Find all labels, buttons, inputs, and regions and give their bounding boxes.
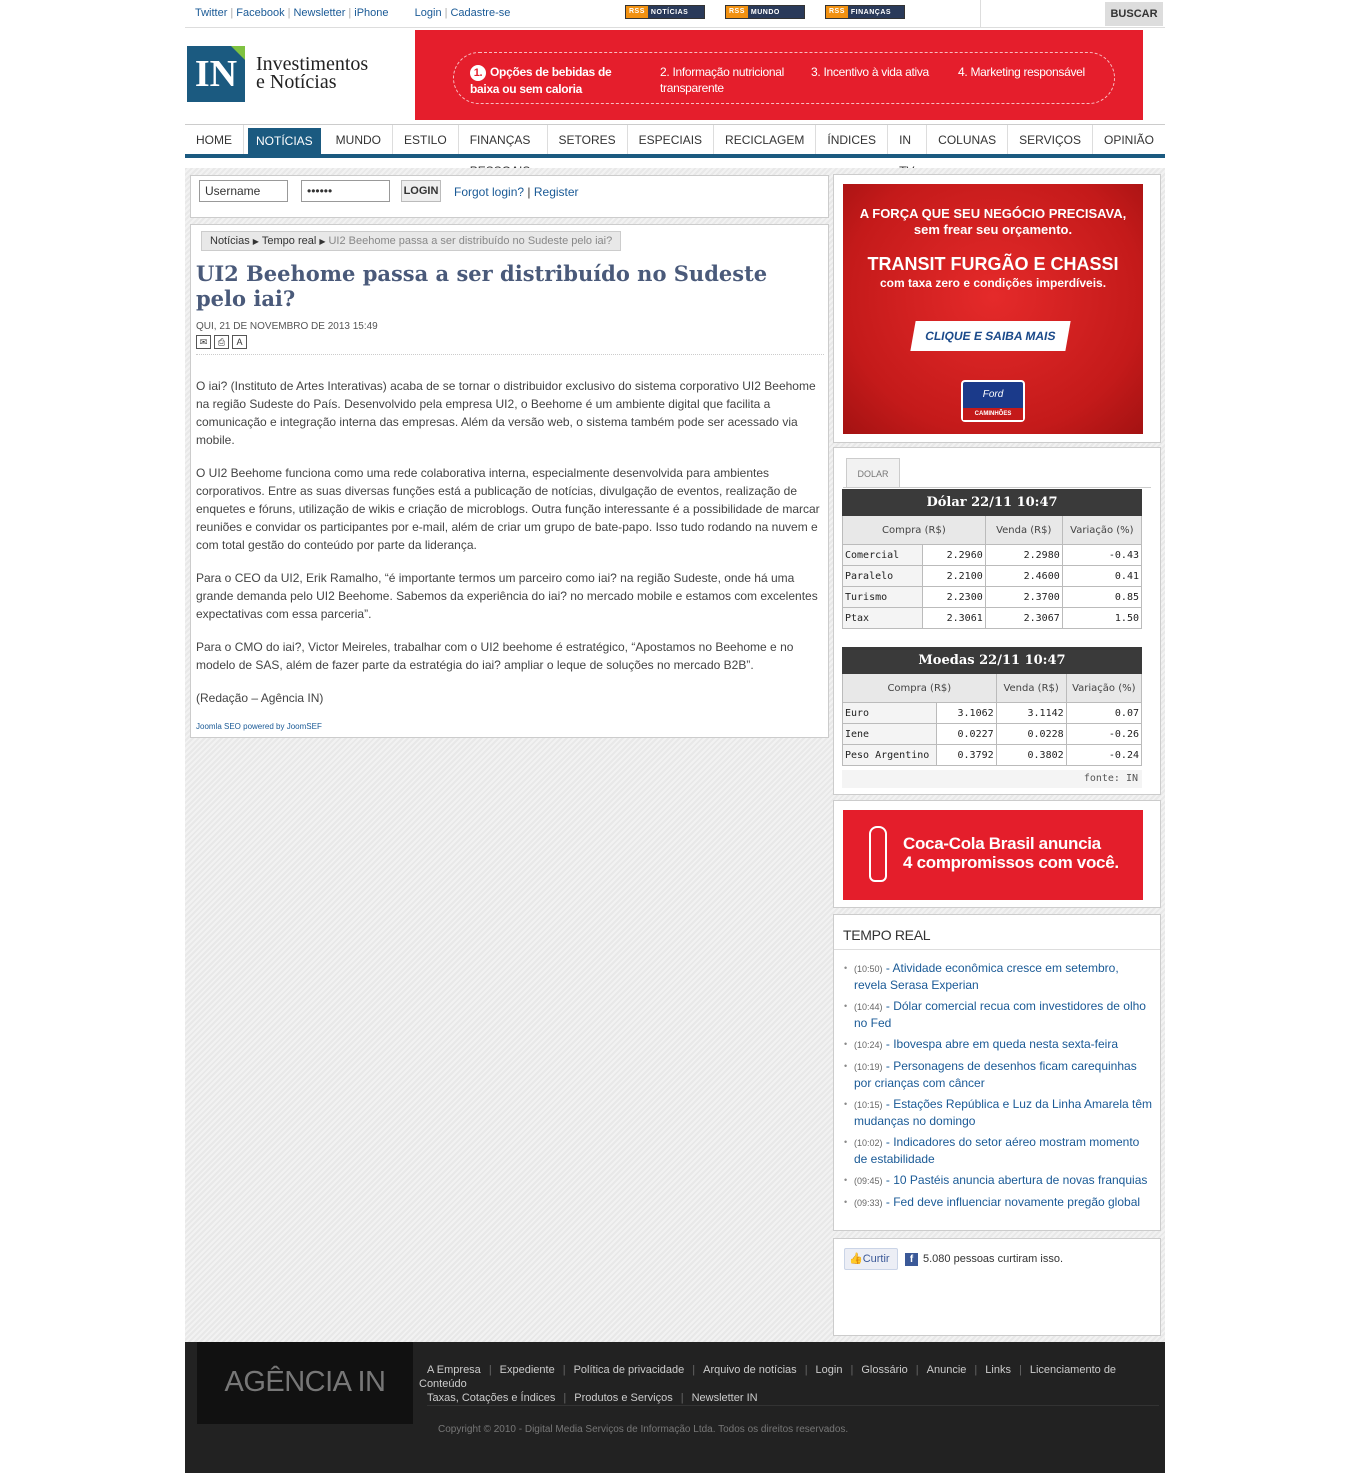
banner-item-3 [811, 64, 946, 80]
rss-label: NOTÍCIAS [650, 8, 689, 16]
list-item[interactable]: • (10:44) - Dólar comercial recua com investidores de olho no Fed [844, 998, 1154, 1031]
separator: | [527, 185, 531, 199]
variation-value: -0.24 [1066, 745, 1141, 766]
sell-value: 0.3802 [996, 745, 1066, 766]
column-header: Venda (R$) [996, 674, 1066, 703]
password-field[interactable] [301, 180, 390, 202]
ford-ad-panel [833, 174, 1161, 443]
footer-links-row-2 [419, 1391, 1157, 1405]
table-row [843, 587, 1142, 608]
nav-indices[interactable]: ÍNDICES [816, 125, 888, 154]
list-item[interactable]: • (10:50) - Atividade econômica cresce em setembro, revela Serasa Experian [844, 960, 1154, 993]
separator: | [850, 1364, 854, 1376]
nav-setores[interactable]: SETORES [548, 125, 628, 154]
list-item[interactable]: • (09:45) - 10 Pastéis anuncia abertura de novas franquias [844, 1172, 1154, 1189]
separator: | [804, 1364, 808, 1376]
bottle-icon [869, 826, 887, 882]
news-time: (09:45) [854, 1176, 883, 1186]
facebook-link[interactable]: Facebook [236, 7, 285, 19]
search-input[interactable] [980, 0, 1105, 27]
banner-item-text: Informação nutricional transparente [660, 65, 784, 95]
list-item[interactable]: • (10:02) - Indicadores do setor aéreo mostram momento de estabilidade [844, 1134, 1154, 1167]
newsletter-link[interactable]: Newsletter [293, 7, 346, 19]
username-field[interactable] [199, 180, 288, 202]
footer-link[interactable]: Taxas, Cotações e Índices [427, 1392, 556, 1404]
rss-financas-button[interactable] [825, 5, 905, 19]
dolar-table-title: Dólar 22/11 10:47 [843, 490, 1142, 516]
table-row [843, 545, 1142, 566]
article-paragraph: O iai? (Instituto de Artes Interativas) acaba de se tornar o distribuidor exclusivo do sistema corporativo UI2 Beehome na região Sudeste do País. Desenvolvido pela empresa UI2, o Beehome é um ambiente digital que facilita a comunicação e integração interna das empresas. Além da versão web, o sistema também pode ser acessado via mobile. [196, 379, 816, 447]
row-label: Comercial [843, 545, 923, 566]
footer-link[interactable]: Expediente [499, 1364, 555, 1376]
column-header: Variação (%) [1066, 674, 1141, 703]
like-button-label: Curtir [862, 1253, 890, 1265]
rss-label: FINANÇAS [850, 8, 892, 16]
buy-value: 2.2960 [923, 545, 986, 566]
source-note: fonte: IN [842, 770, 1142, 788]
banner-item-1 [470, 64, 640, 97]
nav-colunas[interactable]: COLUNAS [927, 125, 1008, 154]
column-header: Compra (R$) [843, 674, 997, 703]
news-link[interactable]: Atividade econômica cresce em setembro, revela Serasa Experian [854, 961, 1119, 992]
footer-link[interactable]: Login [815, 1364, 843, 1376]
divider [834, 949, 1160, 950]
separator: | [287, 7, 291, 19]
search-button[interactable]: BUSCAR [1105, 2, 1163, 26]
column-header: Variação (%) [1062, 516, 1141, 545]
top-bar [185, 0, 1165, 28]
footer-divider [427, 1405, 1159, 1406]
separator: | [488, 1364, 492, 1376]
footer-link[interactable]: Arquivo de notícias [703, 1364, 797, 1376]
row-label: Iene [843, 724, 937, 745]
footer-links [419, 1363, 1157, 1405]
column-header: Compra (R$) [843, 516, 986, 545]
login-form [190, 175, 829, 218]
logo-text[interactable] [256, 55, 368, 91]
row-label: Ptax [843, 608, 923, 629]
page [185, 0, 1165, 1473]
rss-icon: RSS [626, 6, 648, 18]
ford-logo [961, 380, 1025, 422]
banner-item-num: 3. [811, 65, 821, 79]
tempo-real-title: TEMPO REAL [843, 927, 931, 943]
login-link[interactable]: Login [414, 7, 442, 19]
arrow-right-icon: ▶ [252, 237, 259, 246]
buy-value: 3.1062 [937, 703, 997, 724]
news-link[interactable]: Personagens de desenhos ficam carequinhas por crianças com câncer [854, 1059, 1137, 1090]
rss-noticias-button[interactable] [625, 5, 705, 19]
coke-ad-panel [833, 800, 1161, 908]
article-date: QUI, 21 DE NOVEMBRO DE 2013 15:49 [196, 321, 378, 332]
coke-ad-line: Coca-Cola Brasil anuncia [903, 834, 1101, 853]
news-time: (10:02) [854, 1138, 883, 1148]
iphone-link[interactable]: iPhone [354, 7, 389, 19]
nav-especiais[interactable]: ESPECIAIS [628, 125, 714, 154]
footer-link[interactable]: Política de privacidade [573, 1364, 685, 1376]
footer-link[interactable]: Produtos e Serviços [574, 1392, 673, 1404]
nav-opiniao[interactable]: OPINIÃO [1103, 133, 1154, 147]
buy-value: 2.2100 [923, 566, 986, 587]
separator: | [915, 1364, 919, 1376]
news-time: (10:15) [854, 1100, 883, 1110]
ford-logo-text: Ford [982, 389, 1004, 400]
coke-ad-line: 4 compromissos com você. [903, 853, 1119, 872]
separator: | [692, 1364, 696, 1376]
ford-ad-cta-button[interactable]: CLIQUE E SAIBA MAIS [910, 321, 1070, 351]
article-tools [196, 335, 247, 349]
ford-ad[interactable] [843, 184, 1143, 434]
facebook-icon: f [905, 1253, 918, 1266]
news-time: (10:44) [854, 1002, 883, 1012]
like-count: 5.080 pessoas curtiram isso. [923, 1253, 1064, 1265]
separator: | [348, 7, 352, 19]
banner-item-2 [660, 64, 795, 96]
separator: | [563, 1392, 567, 1404]
breadcrumb-current: UI2 Beehome passa a ser distribuído no Sudeste pelo iai? [328, 235, 613, 247]
variation-value: 1.50 [1062, 608, 1141, 629]
separator: | [680, 1392, 684, 1404]
sell-value: 2.2980 [985, 545, 1062, 566]
banner-item-num: 4. [958, 65, 968, 79]
divider [196, 354, 824, 355]
nav-in-tv[interactable]: IN [888, 125, 927, 154]
rss-label: MUNDO [750, 8, 780, 16]
separator: | [562, 1364, 566, 1376]
login-button[interactable]: LOGIN [401, 180, 441, 202]
separator: | [1018, 1364, 1022, 1376]
register-link[interactable]: Register [533, 185, 579, 199]
forgot-login-link[interactable]: Forgot login? [454, 185, 525, 199]
row-label: Peso Argentino [843, 745, 937, 766]
twitter-link[interactable]: Twitter [195, 7, 228, 19]
ford-ad-product: TRANSIT FURGÃO E CHASSI [867, 254, 1119, 274]
pdf-icon[interactable]: A [232, 335, 247, 349]
ford-logo-sub: CAMINHÕES [963, 408, 1023, 420]
tempo-real-panel [833, 914, 1161, 1231]
footer-link[interactable]: Anuncie [926, 1364, 967, 1376]
news-time: (09:33) [854, 1198, 883, 1208]
banner-item-4 [958, 64, 1108, 80]
footer-link[interactable]: Glossário [861, 1364, 908, 1376]
ford-ad-headline [843, 206, 1143, 238]
buy-value: 2.2300 [923, 587, 986, 608]
article-body [196, 377, 821, 722]
list-item[interactable]: • (10:15) - Estações República e Luz da Linha Amarela têm mudanças no domingo [844, 1096, 1154, 1129]
breadcrumb-noticias[interactable]: Notícias [210, 235, 250, 247]
buy-value: 0.3792 [937, 745, 997, 766]
news-time: (10:19) [854, 1062, 883, 1072]
list-item[interactable]: • (10:19) - Personagens de desenhos ficam carequinhas por crianças com câncer [844, 1058, 1154, 1091]
nav-financas-pessoais[interactable]: FINANÇAS [459, 125, 548, 154]
sell-value: 2.3700 [985, 587, 1062, 608]
sell-value: 0.0228 [996, 724, 1066, 745]
news-time: (10:50) [854, 964, 883, 974]
banner-item-num: 2. [660, 65, 670, 79]
banner-item-text: Opções de bebidas de baixa ou sem caloria [470, 65, 612, 96]
logo-line-1: Investimentos [256, 53, 369, 75]
variation-value: -0.43 [1062, 545, 1141, 566]
login-links [454, 185, 579, 199]
number-badge: 1. [470, 65, 486, 81]
moedas-table [842, 647, 1142, 766]
footer-link[interactable]: Newsletter IN [691, 1392, 758, 1404]
nav-noticias[interactable]: NOTÍCIAS [248, 128, 321, 154]
table-row [843, 566, 1142, 587]
article [190, 224, 829, 738]
moedas-table-title: Moedas 22/11 10:47 [843, 648, 1142, 674]
row-label: Paralelo [843, 566, 923, 587]
buy-value: 0.0227 [937, 724, 997, 745]
news-link[interactable]: 10 Pastéis anuncia abertura de novas franquias [893, 1173, 1148, 1187]
separator: | [974, 1364, 978, 1376]
quotes-panel [833, 447, 1161, 795]
breadcrumb-tempo-real[interactable]: Tempo real [261, 235, 317, 247]
variation-value: 0.41 [1062, 566, 1141, 587]
tab-dolar[interactable]: DOLAR [846, 458, 900, 488]
rss-icon: RSS [826, 6, 848, 18]
logo-mark[interactable]: IN [187, 46, 245, 102]
news-link[interactable]: Fed deve influenciar novamente pregão global [893, 1195, 1141, 1209]
article-paragraph: Para o CMO do iai?, Victor Meireles, trabalhar com o UI2 beehome é estratégico, “Apostamos no Beehome e no modelo de SAS, além de fazer parte da estratégia do iai? ampliar o leque de soluções no mercado B2B”. [196, 640, 794, 672]
nav-mundo[interactable]: MUNDO [325, 125, 393, 154]
article-paragraph: (Redação – Agência IN) [196, 691, 324, 705]
buy-value: 2.3061 [923, 608, 986, 629]
news-time: (10:24) [854, 1040, 883, 1050]
news-link[interactable]: Indicadores do setor aéreo mostram momento de estabilidade [854, 1135, 1140, 1166]
variation-value: 0.07 [1066, 703, 1141, 724]
ford-ad-line: A FORÇA QUE SEU NEGÓCIO PRECISAVA, [859, 206, 1127, 221]
table-row [843, 745, 1142, 766]
coke-ad[interactable] [843, 810, 1143, 900]
article-paragraph: Para o CEO da UI2, Erik Ramalho, “é importante termos um parceiro como iai? na região Sudeste, onde há uma grande demanda pelo UI2 Beehome. Sabemos da experiência do iai? no mercado mobile e estamos com excelentes expectativas com essa parceria”. [196, 571, 818, 621]
article-title: UI2 Beehome passa a ser distribuído no Sudeste pelo iai? [196, 261, 768, 311]
dolar-table [842, 489, 1142, 629]
article-paragraph: O UI2 Beehome funciona como uma rede colaborativa interna, especialmente desenvolvida para ambientes corporativos. Entre as suas diversas funções está a publicação de notícias, divulgação de eventos, realização de enquetes e fóruns, utilização de wikis e criação de microblogs. Outra função interessante é a possibilidade de marcar reuniões e convidar os participantes por e-mail, além de criar um grupo de bate-papo. Isso tudo rodando na nuvem e com total gestão do conteúdo por parte da liderança. [196, 466, 820, 552]
row-label: Euro [843, 703, 937, 724]
coke-ad-text [903, 834, 1119, 872]
sell-value: 3.1142 [996, 703, 1066, 724]
breadcrumb [201, 231, 621, 251]
footer-link[interactable]: Licenciamento de Conteúdo [419, 1364, 1117, 1390]
footer-link[interactable]: Links [985, 1364, 1011, 1376]
top-banner-ad[interactable] [415, 30, 1143, 120]
signup-link[interactable]: Cadastre-se [450, 7, 511, 19]
table-row [843, 724, 1142, 745]
arrow-right-icon: ▶ [319, 237, 326, 246]
news-link[interactable]: Ibovespa abre em queda nesta sexta-feira [893, 1037, 1119, 1051]
like-button[interactable] [844, 1248, 898, 1270]
news-link[interactable]: Dólar comercial recua com investidores de olho no Fed [854, 999, 1146, 1030]
ford-ad-offer: com taxa zero e condições imperdíveis. [879, 276, 1107, 290]
sell-value: 2.3067 [985, 608, 1062, 629]
footer-logo[interactable]: AGÊNCIA IN [197, 1342, 413, 1424]
list-item[interactable]: • (10:24) - Ibovespa abre em queda nesta sexta-feira [844, 1036, 1154, 1053]
print-icon[interactable]: ⎙ [214, 335, 229, 349]
separator: | [444, 7, 448, 19]
nav-servicos[interactable]: SERVIÇOS [1008, 125, 1093, 154]
nav-estilo[interactable]: ESTILO [393, 125, 459, 154]
facebook-panel [833, 1238, 1161, 1336]
rss-icon: RSS [726, 6, 748, 18]
banner-item-text: Incentivo à vida ativa [823, 65, 929, 79]
table-row [843, 608, 1142, 629]
footer [185, 1342, 1165, 1473]
rss-mundo-button[interactable] [725, 5, 805, 19]
footer-links-row-1 [419, 1363, 1157, 1391]
joomsef-credit-link[interactable]: Joomla SEO powered by JoomSEF [196, 722, 322, 731]
ford-ad-line: sem frear seu orçamento. [913, 222, 1073, 237]
top-links [195, 7, 510, 19]
main-nav [185, 124, 1165, 158]
list-item[interactable]: • (09:33) - Fed deve influenciar novamente pregão global [844, 1194, 1154, 1211]
news-link[interactable]: Estações República e Luz da Linha Amarela têm mudanças no domingo [854, 1097, 1153, 1128]
logo-line-2: e Notícias [256, 71, 337, 93]
separator: | [230, 7, 234, 19]
thumbs-up-icon: 👍 [849, 1253, 863, 1265]
tempo-real-list [844, 960, 1154, 1216]
email-icon[interactable]: ✉ [196, 335, 211, 349]
column-header: Venda (R$) [985, 516, 1062, 545]
nav-home[interactable]: HOME [185, 125, 244, 154]
nav-reciclagem[interactable]: RECICLAGEM [714, 125, 816, 154]
tab-underline [843, 487, 1151, 488]
copyright: Copyright © 2010 - Digital Media Serviços de Informação Ltda. Todos os direitos reservados. [438, 1424, 849, 1435]
variation-value: -0.26 [1066, 724, 1141, 745]
sell-value: 2.4600 [985, 566, 1062, 587]
banner-item-text: Marketing responsável [970, 65, 1085, 79]
variation-value: 0.85 [1062, 587, 1141, 608]
table-row [843, 703, 1142, 724]
row-label: Turismo [843, 587, 923, 608]
footer-link[interactable]: A Empresa [427, 1364, 481, 1376]
